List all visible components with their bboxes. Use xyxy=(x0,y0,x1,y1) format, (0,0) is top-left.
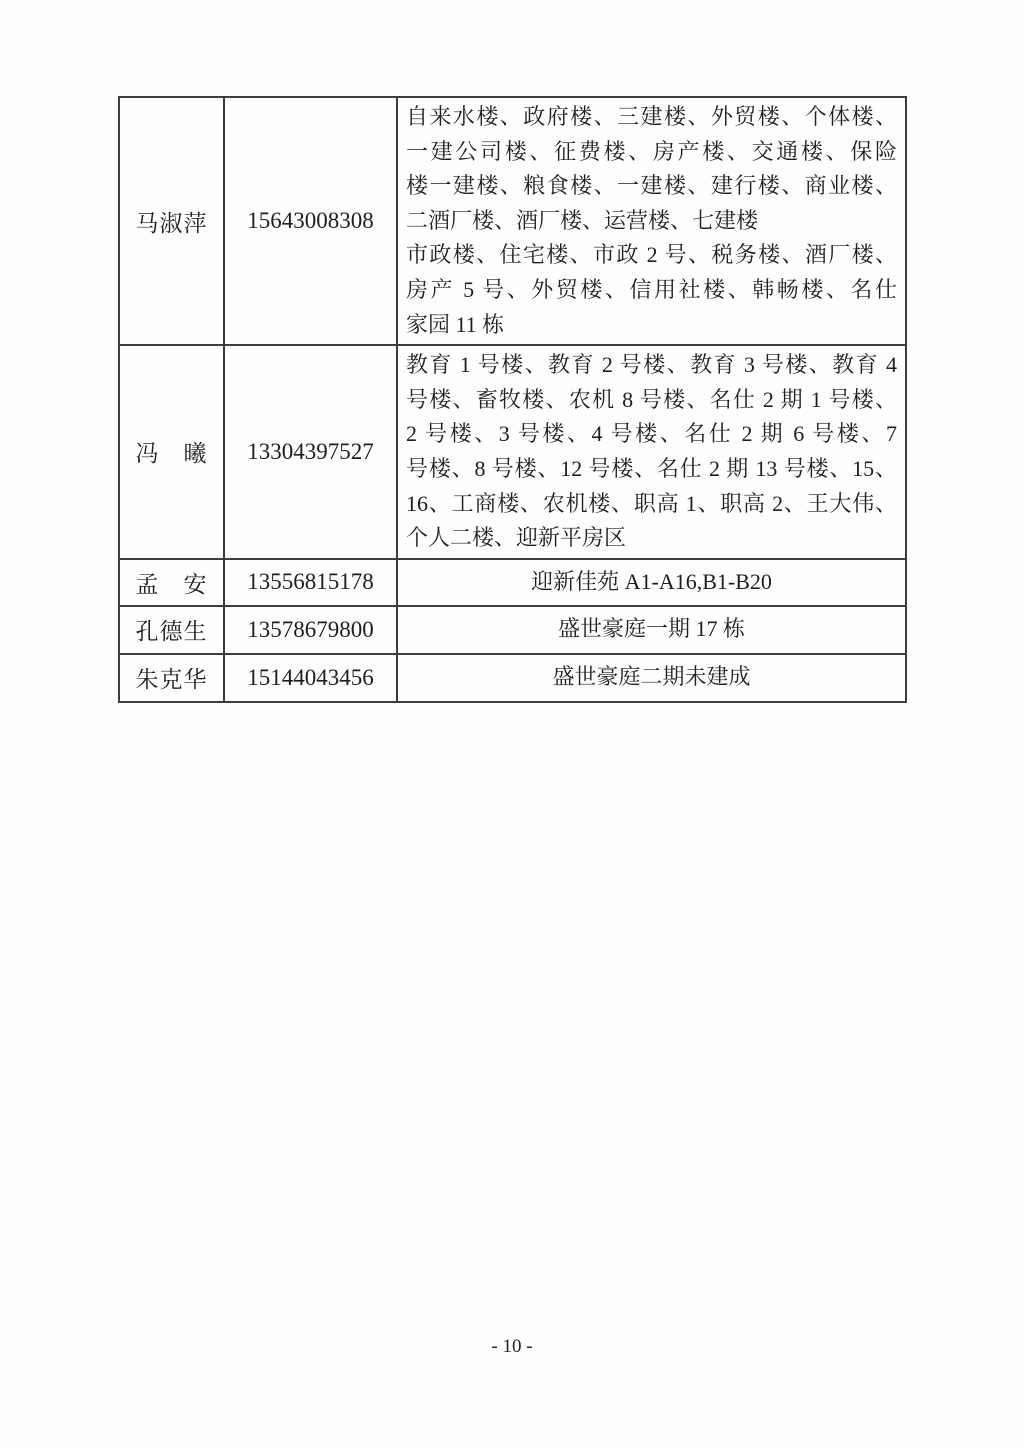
area-line: 一建公司楼、征费楼、房产楼、交通楼、保险 xyxy=(406,138,897,164)
area-line: 盛世豪庭一期 17 栋 xyxy=(557,616,745,642)
contact-name: 冯 曦 xyxy=(119,345,224,559)
area-line: 家园 11 栋 xyxy=(406,311,505,337)
area-line: 教育 1 号楼、教育 2 号楼、教育 3 号楼、教育 4 xyxy=(406,352,897,378)
contact-name: 孔德生 xyxy=(119,606,224,654)
area-line: 号楼、畜牧楼、农机 8 号楼、名仕 2 期 1 号楼、 xyxy=(406,386,897,412)
area-line: 2 号楼、3 号楼、4 号楼、名仕 2 期 6 号楼、7 xyxy=(406,421,897,447)
contact-phone: 15643008308 xyxy=(224,97,397,345)
area-line: 号楼、8 号楼、12 号楼、名仕 2 期 13 号楼、15、 xyxy=(406,455,897,481)
contact-table xyxy=(118,96,907,703)
area-line: 自来水楼、政府楼、三建楼、外贸楼、个体楼、 xyxy=(406,104,897,129)
contact-area xyxy=(397,559,906,606)
table-row xyxy=(119,97,906,345)
table-row xyxy=(119,654,906,702)
contact-name: 孟 安 xyxy=(119,559,224,606)
contact-area xyxy=(397,654,906,702)
contact-phone: 13556815178 xyxy=(224,559,397,606)
table-row xyxy=(119,559,906,606)
area-line: 迎新佳苑 A1-A16,B1-B20 xyxy=(531,568,772,594)
contact-name: 马淑萍 xyxy=(119,97,224,345)
area-line: 个人二楼、迎新平房区 xyxy=(406,525,627,551)
area-line: 16、工商楼、农机楼、职高 1、职高 2、王大伟、 xyxy=(406,490,897,516)
area-line: 市政楼、住宅楼、市政 2 号、税务楼、酒厂楼、 xyxy=(406,242,897,268)
page-number: - 10 - xyxy=(491,1336,533,1357)
contact-phone: 13578679800 xyxy=(224,606,397,654)
area-line: 盛世豪庭二期未建成 xyxy=(552,664,751,690)
contact-area xyxy=(397,97,906,345)
area-line: 房产 5 号、外贸楼、信用社楼、韩畅楼、名仕 xyxy=(406,276,897,302)
contact-name: 朱克华 xyxy=(119,654,224,702)
table-row xyxy=(119,345,906,559)
area-line: 二酒厂楼、酒厂楼、运营楼、七建楼 xyxy=(406,207,759,233)
area-line: 楼一建楼、粮食楼、一建楼、建行楼、商业楼、 xyxy=(406,173,897,199)
contact-phone: 13304397527 xyxy=(224,345,397,559)
table-row xyxy=(119,606,906,654)
contact-area xyxy=(397,606,906,654)
contact-area xyxy=(397,345,906,559)
contact-phone: 15144043456 xyxy=(224,654,397,702)
